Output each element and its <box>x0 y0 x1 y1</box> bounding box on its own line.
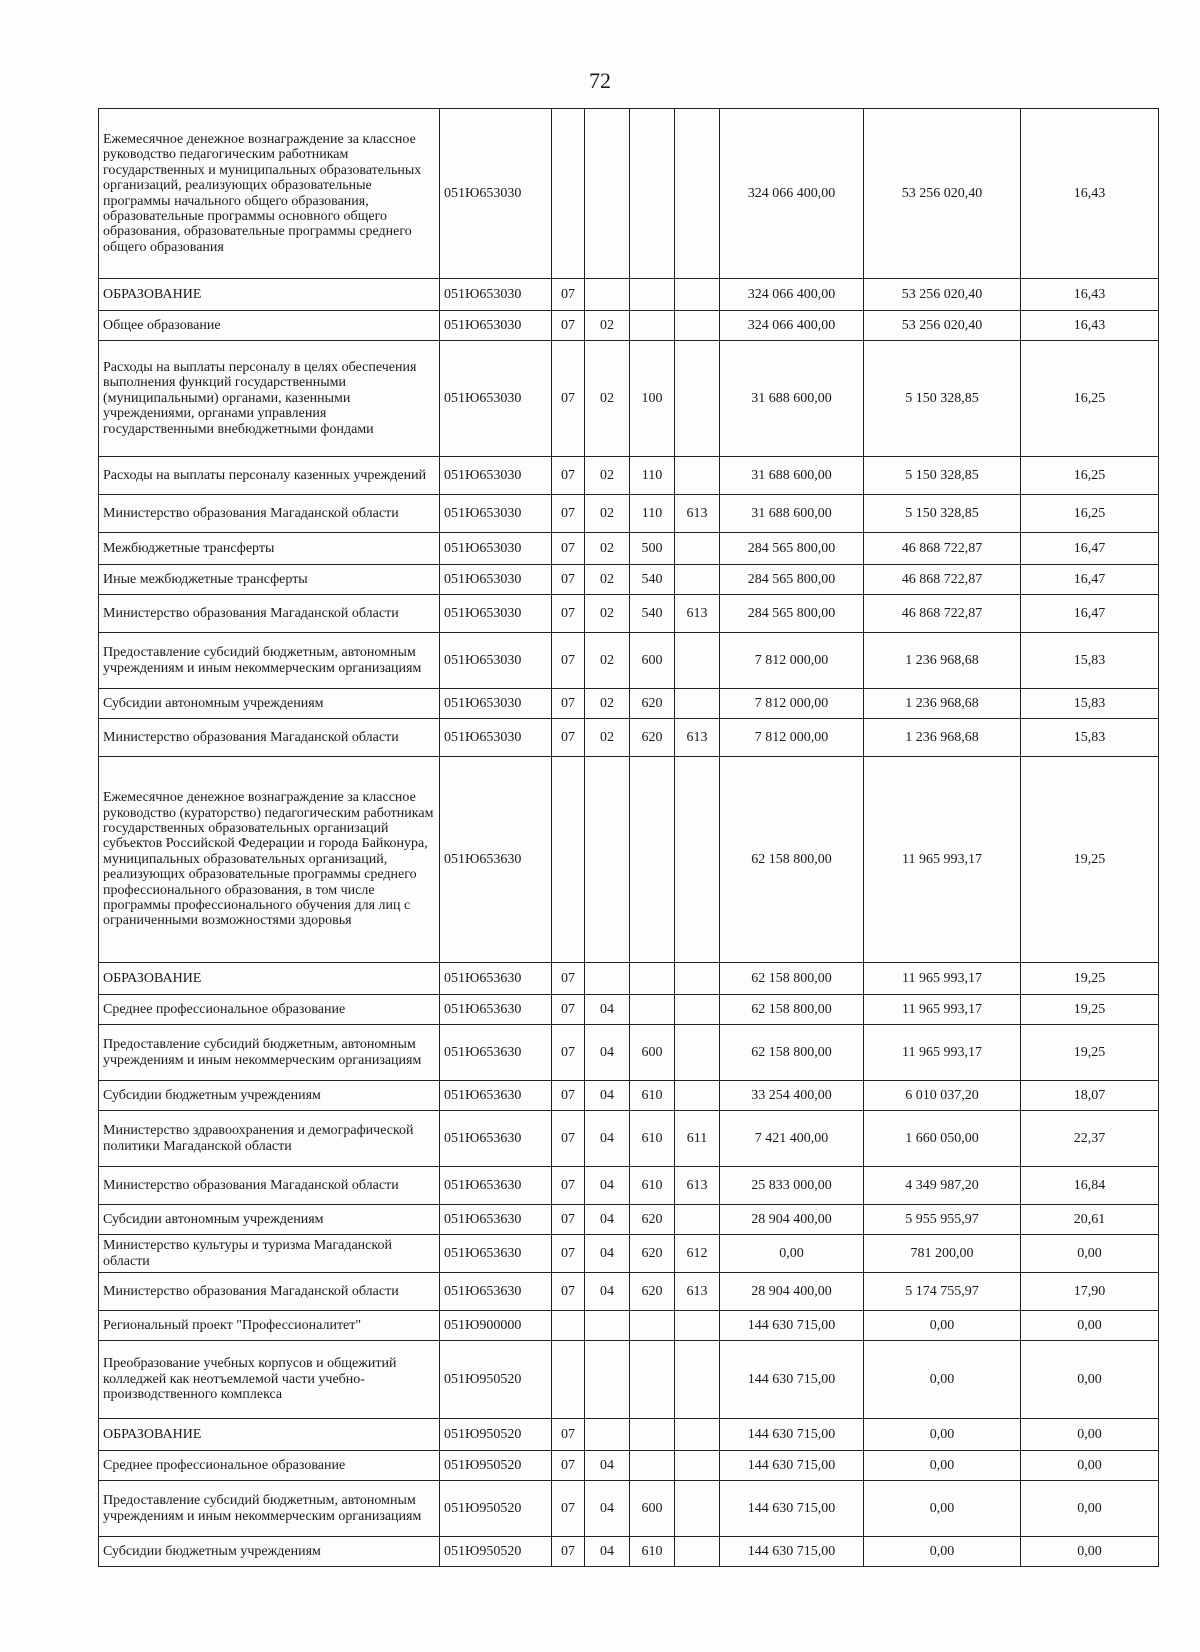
cell-pct: 15,83 <box>1021 689 1159 719</box>
cell-name: Преобразование учебных корпусов и общежитий колледжей как неотъемлемой части учебно-производственного комплекса <box>99 1341 440 1419</box>
cell-pct: 16,47 <box>1021 533 1159 565</box>
cell-pct: 17,90 <box>1021 1273 1159 1311</box>
cell-grbs <box>675 1081 720 1111</box>
cell-grbs <box>675 757 720 963</box>
cell-plan: 7 812 000,00 <box>720 689 864 719</box>
cell-plan: 7 812 000,00 <box>720 719 864 757</box>
cell-grbs <box>675 565 720 595</box>
cell-pct: 16,43 <box>1021 109 1159 279</box>
cell-code: 051Ю653030 <box>440 109 552 279</box>
cell-pct: 16,47 <box>1021 565 1159 595</box>
cell-pct: 0,00 <box>1021 1235 1159 1273</box>
cell-fact: 0,00 <box>864 1419 1021 1451</box>
cell-code: 051Ю653630 <box>440 995 552 1025</box>
cell-grbs <box>675 109 720 279</box>
cell-rz: 07 <box>552 1273 585 1311</box>
cell-fact: 4 349 987,20 <box>864 1167 1021 1205</box>
cell-fact: 0,00 <box>864 1481 1021 1537</box>
cell-grbs <box>675 1419 720 1451</box>
cell-name: Министерство образования Магаданской области <box>99 1167 440 1205</box>
cell-pct: 19,25 <box>1021 757 1159 963</box>
table-row <box>99 311 1159 341</box>
cell-grbs <box>675 1205 720 1235</box>
cell-pr <box>585 1341 630 1419</box>
cell-rz: 07 <box>552 719 585 757</box>
cell-pct: 19,25 <box>1021 1025 1159 1081</box>
cell-name: Предоставление субсидий бюджетным, автономным учреждениям и иным некоммерческим организациям <box>99 1481 440 1537</box>
cell-vr <box>630 279 675 311</box>
cell-rz: 07 <box>552 963 585 995</box>
cell-pct: 15,83 <box>1021 633 1159 689</box>
cell-rz <box>552 1311 585 1341</box>
cell-plan: 144 630 715,00 <box>720 1419 864 1451</box>
cell-code: 051Ю653630 <box>440 1111 552 1167</box>
cell-vr: 110 <box>630 457 675 495</box>
cell-rz: 07 <box>552 495 585 533</box>
table-row <box>99 1167 1159 1205</box>
cell-pct: 22,37 <box>1021 1111 1159 1167</box>
table-row <box>99 495 1159 533</box>
table-row <box>99 341 1159 457</box>
table-row <box>99 757 1159 963</box>
cell-rz: 07 <box>552 995 585 1025</box>
table-row <box>99 1025 1159 1081</box>
cell-code: 051Ю950520 <box>440 1419 552 1451</box>
cell-code: 051Ю653630 <box>440 1081 552 1111</box>
cell-grbs <box>675 533 720 565</box>
cell-grbs <box>675 1451 720 1481</box>
cell-vr: 110 <box>630 495 675 533</box>
cell-pr: 04 <box>585 1205 630 1235</box>
cell-grbs <box>675 689 720 719</box>
cell-name: Среднее профессиональное образование <box>99 995 440 1025</box>
cell-name: Министерство образования Магаданской области <box>99 719 440 757</box>
cell-pct: 18,07 <box>1021 1081 1159 1111</box>
cell-grbs <box>675 341 720 457</box>
cell-fact: 781 200,00 <box>864 1235 1021 1273</box>
cell-name: Ежемесячное денежное вознаграждение за классное руководство (кураторство) педагогическим работникам государственных образовательных организаций субъектов Российской Федерации и города Байконура, муниципальных образовательных организаций, реализующих образовательные программы среднего профессионального образования, в том числе программы профессионального обучения для лиц с ограниченными возможностями здоровья <box>99 757 440 963</box>
cell-rz: 07 <box>552 533 585 565</box>
table-body <box>99 109 1159 1567</box>
cell-code: 051Ю653030 <box>440 595 552 633</box>
cell-code: 051Ю950520 <box>440 1451 552 1481</box>
table-row <box>99 1481 1159 1537</box>
cell-code: 051Ю653630 <box>440 1273 552 1311</box>
cell-grbs: 611 <box>675 1111 720 1167</box>
table-row <box>99 109 1159 279</box>
cell-pct: 16,47 <box>1021 595 1159 633</box>
cell-rz: 07 <box>552 311 585 341</box>
cell-plan: 31 688 600,00 <box>720 495 864 533</box>
cell-code: 051Ю653630 <box>440 1235 552 1273</box>
cell-rz <box>552 109 585 279</box>
cell-vr <box>630 995 675 1025</box>
cell-rz: 07 <box>552 1205 585 1235</box>
cell-rz: 07 <box>552 1537 585 1567</box>
cell-name: Предоставление субсидий бюджетным, автономным учреждениям и иным некоммерческим организациям <box>99 633 440 689</box>
cell-vr <box>630 1451 675 1481</box>
cell-fact: 1 236 968,68 <box>864 719 1021 757</box>
cell-rz: 07 <box>552 1025 585 1081</box>
cell-plan: 144 630 715,00 <box>720 1311 864 1341</box>
cell-pct: 0,00 <box>1021 1311 1159 1341</box>
cell-plan: 62 158 800,00 <box>720 1025 864 1081</box>
cell-pct: 0,00 <box>1021 1341 1159 1419</box>
cell-grbs: 612 <box>675 1235 720 1273</box>
cell-name: Субсидии автономным учреждениям <box>99 1205 440 1235</box>
cell-plan: 284 565 800,00 <box>720 595 864 633</box>
cell-code: 051Ю653630 <box>440 1205 552 1235</box>
cell-grbs <box>675 1311 720 1341</box>
cell-plan: 284 565 800,00 <box>720 533 864 565</box>
table-row <box>99 995 1159 1025</box>
cell-name: Министерство здравоохранения и демографической политики Магаданской области <box>99 1111 440 1167</box>
cell-code: 051Ю653630 <box>440 757 552 963</box>
cell-pr: 02 <box>585 565 630 595</box>
cell-plan: 33 254 400,00 <box>720 1081 864 1111</box>
cell-name: Министерство образования Магаданской области <box>99 495 440 533</box>
cell-code: 051Ю653030 <box>440 689 552 719</box>
cell-rz: 07 <box>552 1419 585 1451</box>
cell-name: Межбюджетные трансферты <box>99 533 440 565</box>
cell-plan: 7 421 400,00 <box>720 1111 864 1167</box>
cell-pr: 02 <box>585 341 630 457</box>
cell-grbs: 613 <box>675 595 720 633</box>
cell-pr <box>585 109 630 279</box>
cell-name: ОБРАЗОВАНИЕ <box>99 963 440 995</box>
cell-pr: 04 <box>585 1111 630 1167</box>
cell-pr <box>585 279 630 311</box>
table-row <box>99 1451 1159 1481</box>
cell-fact: 53 256 020,40 <box>864 311 1021 341</box>
cell-fact: 11 965 993,17 <box>864 757 1021 963</box>
cell-vr: 620 <box>630 1205 675 1235</box>
cell-code: 051Ю653030 <box>440 533 552 565</box>
cell-pr: 02 <box>585 457 630 495</box>
cell-fact: 11 965 993,17 <box>864 1025 1021 1081</box>
cell-name: Общее образование <box>99 311 440 341</box>
cell-pr: 04 <box>585 1451 630 1481</box>
cell-pct: 16,25 <box>1021 341 1159 457</box>
cell-name: Иные межбюджетные трансферты <box>99 565 440 595</box>
cell-fact: 5 150 328,85 <box>864 495 1021 533</box>
cell-name: Министерство культуры и туризма Магаданской области <box>99 1235 440 1273</box>
cell-code: 051Ю653630 <box>440 1167 552 1205</box>
cell-name: Среднее профессиональное образование <box>99 1451 440 1481</box>
table-row <box>99 689 1159 719</box>
cell-vr <box>630 963 675 995</box>
table-row <box>99 1205 1159 1235</box>
table-row <box>99 1341 1159 1419</box>
cell-pct: 16,25 <box>1021 495 1159 533</box>
budget-table <box>98 108 1159 1567</box>
cell-plan: 62 158 800,00 <box>720 963 864 995</box>
cell-fact: 0,00 <box>864 1537 1021 1567</box>
cell-vr <box>630 757 675 963</box>
cell-plan: 324 066 400,00 <box>720 109 864 279</box>
cell-pct: 19,25 <box>1021 963 1159 995</box>
cell-rz: 07 <box>552 689 585 719</box>
cell-pr: 02 <box>585 595 630 633</box>
cell-pct: 19,25 <box>1021 995 1159 1025</box>
cell-pr <box>585 757 630 963</box>
cell-pr: 02 <box>585 719 630 757</box>
cell-plan: 0,00 <box>720 1235 864 1273</box>
cell-name: Региональный проект "Профессионалитет" <box>99 1311 440 1341</box>
cell-pr: 04 <box>585 1235 630 1273</box>
cell-plan: 25 833 000,00 <box>720 1167 864 1205</box>
cell-fact: 46 868 722,87 <box>864 533 1021 565</box>
cell-vr <box>630 1341 675 1419</box>
cell-vr <box>630 109 675 279</box>
cell-grbs <box>675 1481 720 1537</box>
cell-grbs: 613 <box>675 1273 720 1311</box>
cell-plan: 324 066 400,00 <box>720 311 864 341</box>
cell-name: ОБРАЗОВАНИЕ <box>99 1419 440 1451</box>
cell-grbs <box>675 279 720 311</box>
cell-pct: 16,43 <box>1021 311 1159 341</box>
cell-code: 051Ю653030 <box>440 565 552 595</box>
table-row <box>99 1273 1159 1311</box>
cell-code: 051Ю653630 <box>440 1025 552 1081</box>
cell-pr <box>585 1311 630 1341</box>
cell-pr: 02 <box>585 311 630 341</box>
table-row <box>99 1419 1159 1451</box>
cell-name: Субсидии бюджетным учреждениям <box>99 1537 440 1567</box>
cell-rz: 07 <box>552 1481 585 1537</box>
table-row <box>99 719 1159 757</box>
cell-grbs <box>675 1537 720 1567</box>
cell-rz: 07 <box>552 1167 585 1205</box>
cell-plan: 28 904 400,00 <box>720 1205 864 1235</box>
cell-pr <box>585 963 630 995</box>
table-row <box>99 533 1159 565</box>
cell-pr: 04 <box>585 995 630 1025</box>
cell-vr: 600 <box>630 1025 675 1081</box>
cell-name: Расходы на выплаты персоналу казенных учреждений <box>99 457 440 495</box>
cell-rz: 07 <box>552 279 585 311</box>
cell-fact: 53 256 020,40 <box>864 279 1021 311</box>
table-row <box>99 1235 1159 1273</box>
cell-plan: 62 158 800,00 <box>720 995 864 1025</box>
cell-code: 051Ю653030 <box>440 457 552 495</box>
cell-name: Министерство образования Магаданской области <box>99 595 440 633</box>
cell-pct: 0,00 <box>1021 1537 1159 1567</box>
cell-vr <box>630 311 675 341</box>
cell-vr: 620 <box>630 719 675 757</box>
cell-code: 051Ю653030 <box>440 311 552 341</box>
cell-code: 051Ю653030 <box>440 495 552 533</box>
cell-name: ОБРАЗОВАНИЕ <box>99 279 440 311</box>
cell-grbs <box>675 963 720 995</box>
cell-vr: 540 <box>630 565 675 595</box>
cell-fact: 5 174 755,97 <box>864 1273 1021 1311</box>
cell-pr: 04 <box>585 1481 630 1537</box>
cell-fact: 1 236 968,68 <box>864 689 1021 719</box>
cell-pr: 04 <box>585 1167 630 1205</box>
cell-pct: 16,25 <box>1021 457 1159 495</box>
cell-rz: 07 <box>552 457 585 495</box>
cell-pct: 0,00 <box>1021 1481 1159 1537</box>
cell-pct: 16,84 <box>1021 1167 1159 1205</box>
cell-vr: 600 <box>630 1481 675 1537</box>
cell-pr: 04 <box>585 1081 630 1111</box>
cell-pct: 16,43 <box>1021 279 1159 311</box>
cell-grbs <box>675 1025 720 1081</box>
cell-code: 051Ю653030 <box>440 633 552 689</box>
cell-pr: 04 <box>585 1537 630 1567</box>
cell-fact: 46 868 722,87 <box>864 565 1021 595</box>
cell-grbs <box>675 457 720 495</box>
cell-plan: 144 630 715,00 <box>720 1341 864 1419</box>
cell-vr: 620 <box>630 1273 675 1311</box>
cell-code: 051Ю653030 <box>440 719 552 757</box>
cell-fact: 46 868 722,87 <box>864 595 1021 633</box>
cell-plan: 144 630 715,00 <box>720 1481 864 1537</box>
cell-rz <box>552 757 585 963</box>
table-row <box>99 633 1159 689</box>
cell-vr: 620 <box>630 1235 675 1273</box>
table-row <box>99 595 1159 633</box>
cell-pct: 20,61 <box>1021 1205 1159 1235</box>
table-row <box>99 565 1159 595</box>
cell-fact: 5 150 328,85 <box>864 457 1021 495</box>
cell-fact: 0,00 <box>864 1451 1021 1481</box>
cell-vr: 610 <box>630 1081 675 1111</box>
cell-grbs: 613 <box>675 1167 720 1205</box>
table-row <box>99 963 1159 995</box>
cell-fact: 5 955 955,97 <box>864 1205 1021 1235</box>
cell-rz: 07 <box>552 595 585 633</box>
cell-vr: 500 <box>630 533 675 565</box>
cell-vr: 620 <box>630 689 675 719</box>
cell-plan: 31 688 600,00 <box>720 457 864 495</box>
table-row <box>99 1081 1159 1111</box>
cell-plan: 31 688 600,00 <box>720 341 864 457</box>
cell-rz <box>552 1341 585 1419</box>
cell-pr: 04 <box>585 1273 630 1311</box>
cell-name: Расходы на выплаты персоналу в целях обеспечения выполнения функций государственными (муниципальными) органами, казенными учреждениями, органами управления государственными внебюджетными фондами <box>99 341 440 457</box>
table-row <box>99 457 1159 495</box>
cell-pct: 0,00 <box>1021 1419 1159 1451</box>
cell-rz: 07 <box>552 1235 585 1273</box>
cell-pr <box>585 1419 630 1451</box>
cell-vr <box>630 1419 675 1451</box>
cell-grbs: 613 <box>675 719 720 757</box>
cell-code: 051Ю653030 <box>440 279 552 311</box>
cell-pr: 02 <box>585 533 630 565</box>
cell-pct: 15,83 <box>1021 719 1159 757</box>
cell-code: 051Ю950520 <box>440 1341 552 1419</box>
cell-grbs: 613 <box>675 495 720 533</box>
cell-fact: 11 965 993,17 <box>864 995 1021 1025</box>
cell-rz: 07 <box>552 341 585 457</box>
cell-vr: 610 <box>630 1537 675 1567</box>
cell-code: 051Ю950520 <box>440 1537 552 1567</box>
cell-fact: 1 236 968,68 <box>864 633 1021 689</box>
cell-plan: 324 066 400,00 <box>720 279 864 311</box>
cell-fact: 0,00 <box>864 1341 1021 1419</box>
table-row <box>99 1311 1159 1341</box>
cell-pr: 02 <box>585 633 630 689</box>
cell-vr: 100 <box>630 341 675 457</box>
cell-name: Предоставление субсидий бюджетным, автономным учреждениям и иным некоммерческим организациям <box>99 1025 440 1081</box>
cell-plan: 144 630 715,00 <box>720 1451 864 1481</box>
cell-pr: 02 <box>585 689 630 719</box>
cell-pr: 04 <box>585 1025 630 1081</box>
cell-code: 051Ю950520 <box>440 1481 552 1537</box>
cell-name: Субсидии автономным учреждениям <box>99 689 440 719</box>
cell-fact: 6 010 037,20 <box>864 1081 1021 1111</box>
cell-plan: 284 565 800,00 <box>720 565 864 595</box>
cell-pct: 0,00 <box>1021 1451 1159 1481</box>
cell-plan: 144 630 715,00 <box>720 1537 864 1567</box>
cell-grbs <box>675 1341 720 1419</box>
cell-rz: 07 <box>552 1451 585 1481</box>
cell-vr: 610 <box>630 1111 675 1167</box>
cell-grbs <box>675 995 720 1025</box>
cell-fact: 53 256 020,40 <box>864 109 1021 279</box>
cell-vr: 540 <box>630 595 675 633</box>
cell-fact: 11 965 993,17 <box>864 963 1021 995</box>
cell-code: 051Ю653630 <box>440 963 552 995</box>
cell-vr: 600 <box>630 633 675 689</box>
cell-vr: 610 <box>630 1167 675 1205</box>
page-number: 72 <box>589 68 611 93</box>
cell-rz: 07 <box>552 633 585 689</box>
cell-rz: 07 <box>552 1111 585 1167</box>
cell-fact: 0,00 <box>864 1311 1021 1341</box>
cell-plan: 62 158 800,00 <box>720 757 864 963</box>
cell-grbs <box>675 633 720 689</box>
cell-rz: 07 <box>552 1081 585 1111</box>
cell-fact: 5 150 328,85 <box>864 341 1021 457</box>
cell-name: Субсидии бюджетным учреждениям <box>99 1081 440 1111</box>
table-row <box>99 1111 1159 1167</box>
cell-grbs <box>675 311 720 341</box>
table-row <box>99 279 1159 311</box>
cell-code: 051Ю900000 <box>440 1311 552 1341</box>
cell-vr <box>630 1311 675 1341</box>
cell-fact: 1 660 050,00 <box>864 1111 1021 1167</box>
cell-plan: 7 812 000,00 <box>720 633 864 689</box>
table-row <box>99 1537 1159 1567</box>
cell-name: Министерство образования Магаданской области <box>99 1273 440 1311</box>
cell-rz: 07 <box>552 565 585 595</box>
cell-pr: 02 <box>585 495 630 533</box>
cell-plan: 28 904 400,00 <box>720 1273 864 1311</box>
cell-code: 051Ю653030 <box>440 341 552 457</box>
cell-name: Ежемесячное денежное вознаграждение за классное руководство педагогическим работникам государственных и муниципальных образовательных организаций, реализующих образовательные программы начального общего образования, образовательные программы основного общего образования, образовательные программы среднего общего образования <box>99 109 440 279</box>
